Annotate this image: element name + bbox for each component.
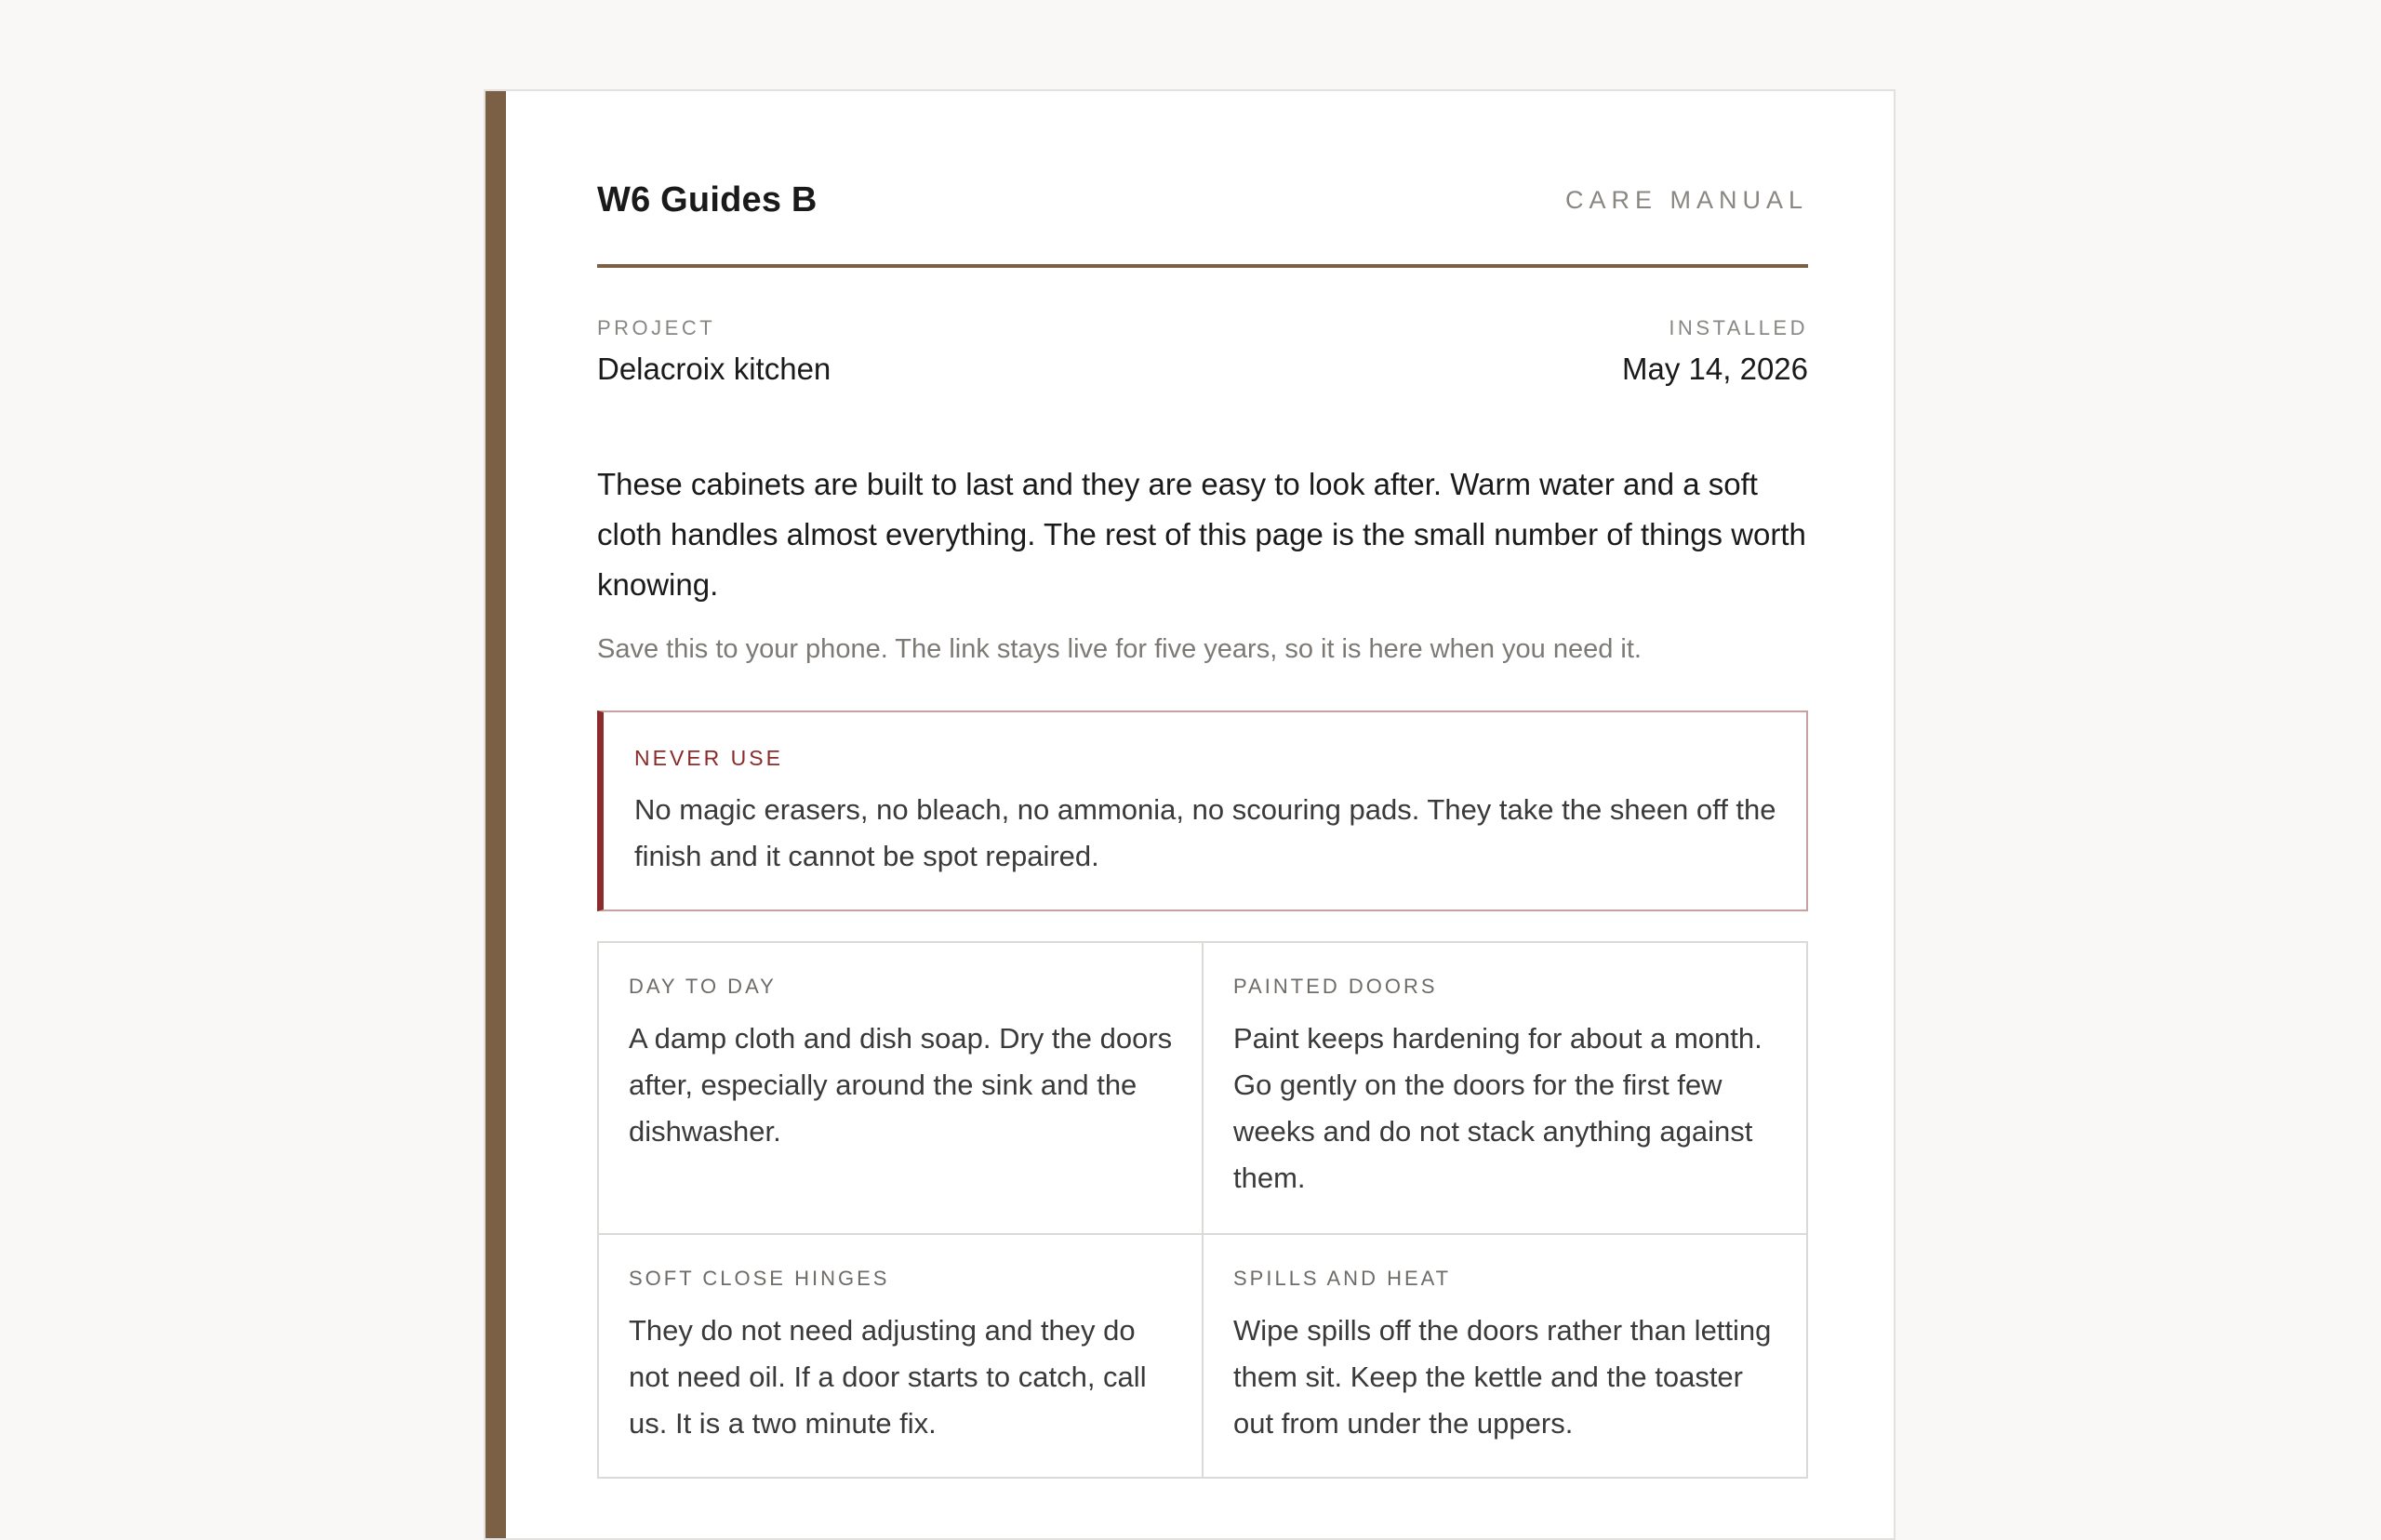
care-item-spills-and-heat [1204,1235,1806,1477]
care-manual-sheet [484,89,1895,1540]
care-item-text: They do not need adjusting and they do not need oil. If a door starts to catch, call us. It is a two minute fix. [629,1314,1147,1440]
care-item-soft-close-hinges [599,1235,1204,1477]
warning-text: No magic erasers, no bleach, no ammonia, no scouring pads. They take the sheen off the finish and it cannot be spot repaired. [634,793,1776,872]
care-item-label: DAY TO DAY [629,975,777,998]
header-divider [597,264,1808,268]
care-grid [597,941,1808,1479]
installed-label: INSTALLED [1669,316,1808,339]
warning-label: NEVER USE [634,746,783,770]
document-type-label: CARE MANUAL [1564,186,1808,214]
brand-title: W6 Guides B [597,180,818,219]
care-item-label: PAINTED DOORS [1233,975,1438,998]
manual-header [597,180,1808,264]
care-item-text: Paint keeps hardening for about a month. Go gently on the doors for the first few weeks and do not stack anything against them. [1233,1022,1762,1194]
care-item-text: A damp cloth and dish soap. Dry the doors after, especially around the sink and the dishwasher. [629,1022,1173,1148]
project-label: PROJECT [597,316,716,339]
save-note: Save this to your phone. The link stays live for five years, so it is here when you need it. [597,634,1642,664]
project-value: Delacroix kitchen [597,352,831,386]
never-use-callout [597,710,1808,911]
care-item-label: SOFT CLOSE HINGES [629,1267,890,1290]
intro-paragraph: These cabinets are built to last and they are easy to look after. Warm water and a soft cloth handles almost everything. The rest of this page is the small number of things worth knowing. [597,467,1806,602]
care-item-day-to-day [599,943,1204,1235]
care-item-label: SPILLS AND HEAT [1233,1267,1452,1290]
care-item-text: Wipe spills off the doors rather than letting them sit. Keep the kettle and the toaster out from under the uppers. [1233,1314,1772,1440]
care-item-painted-doors [1204,943,1806,1235]
installed-value: May 14, 2026 [1622,352,1808,386]
sheet-accent-bar [486,91,506,1538]
